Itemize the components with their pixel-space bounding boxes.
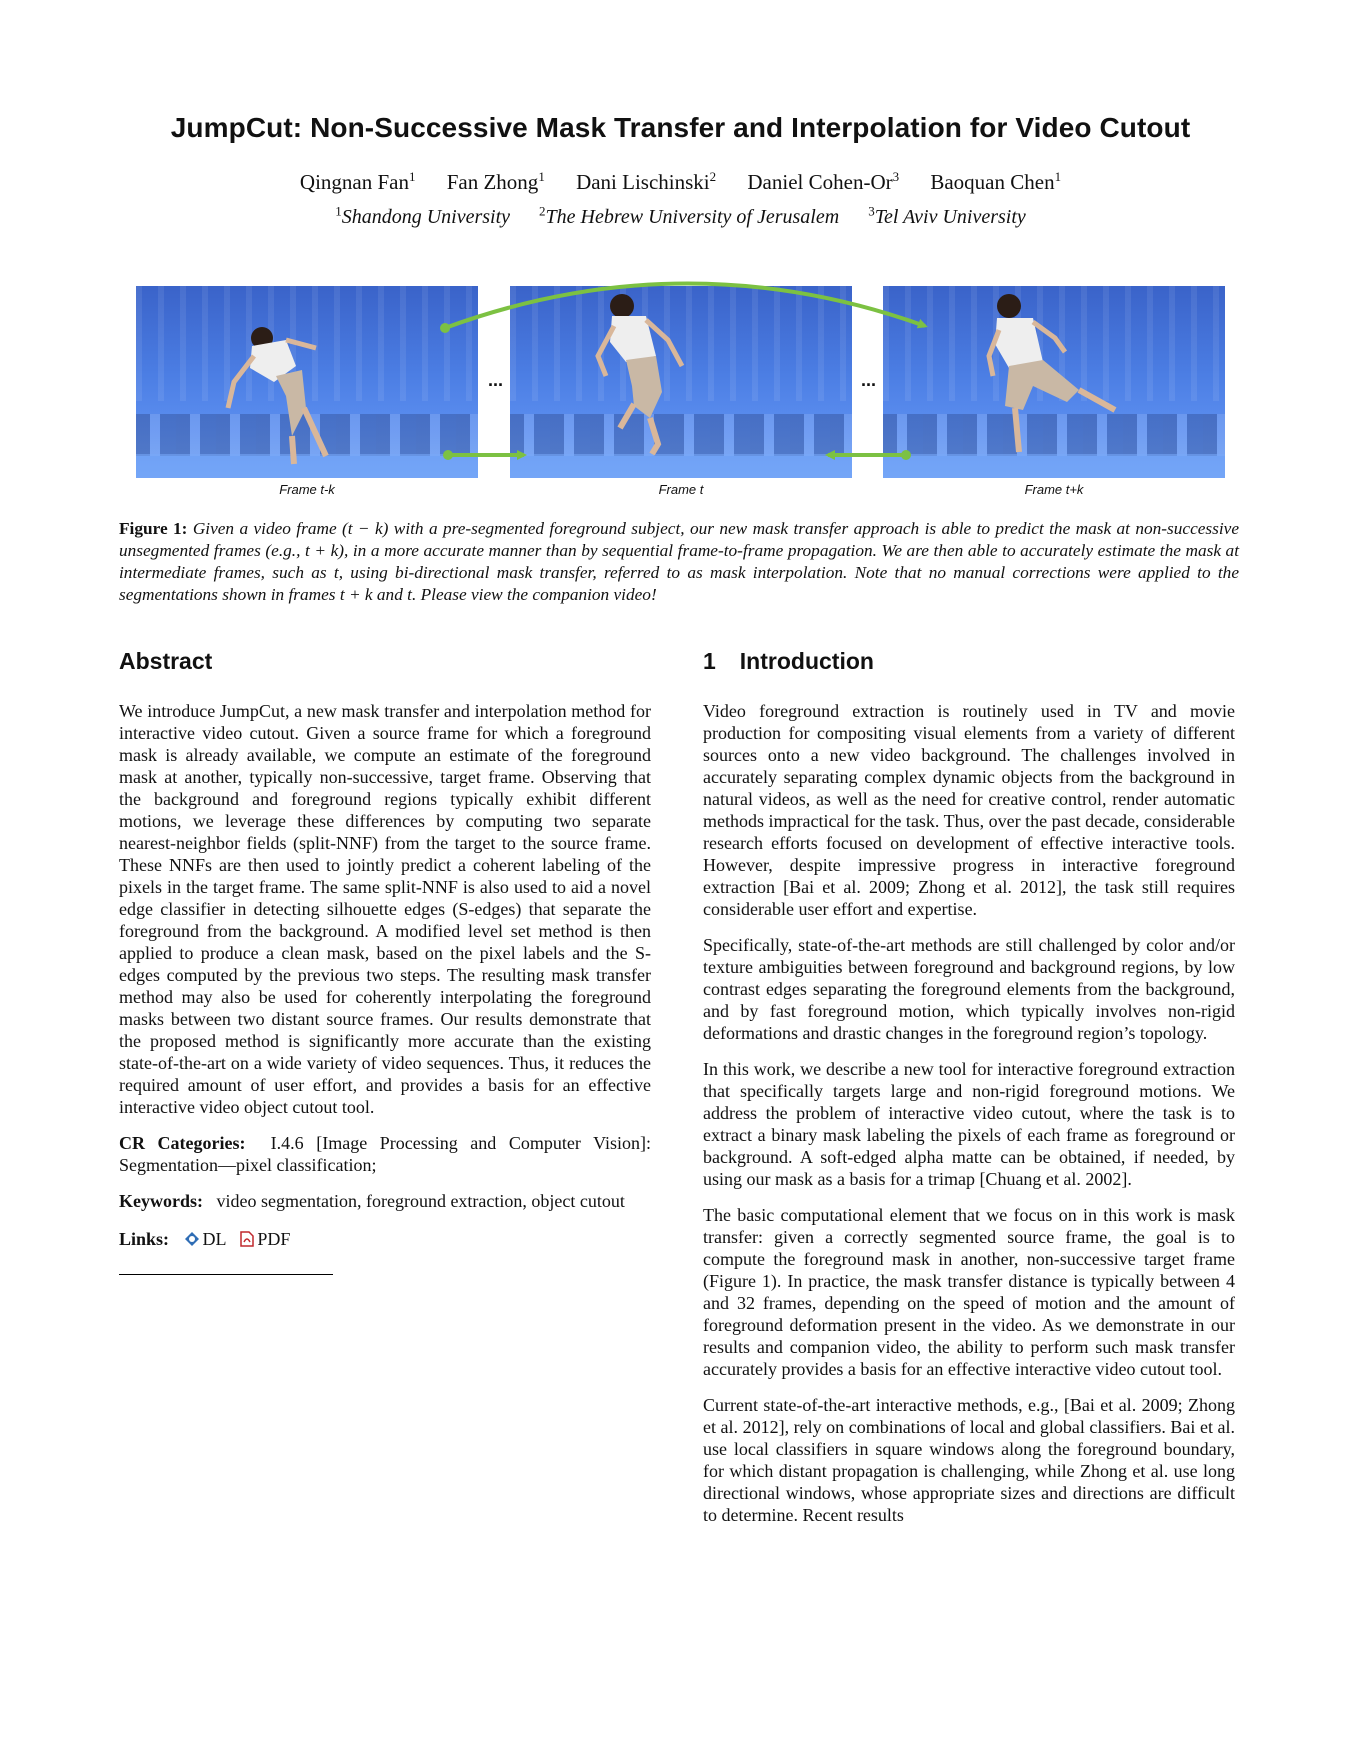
pdf-link[interactable]: PDF [230,1229,290,1249]
acm-dl-icon [184,1231,200,1247]
paper-title: JumpCut: Non-Successive Mask Transfer and Interpolation for Video Cutout [170,112,1191,143]
author: Fan Zhong$^1$ [446,169,545,194]
pdf-icon [240,1231,254,1247]
dl-link[interactable]: DL [174,1229,231,1249]
intro-paragraph: The basic computational element that we focus on in this work is mask transfer: given a correctly segmented source frame, the goal is to compute the foreground mask in another, non-successive target frame (Figure 1). In practice, the mask transfer distance is typically between 4 and 32 frames, depending on the speed of motion and the amount of foreground deformation present in the video. As we demonstrate in our results and companion video, the ability to perform such mask transfer accurately provides a basis for an effective interactive video cutout tool. [703,1205,1235,1379]
ellipsis: ... [488,370,504,390]
frame-label: Frame t+k [1024,482,1084,497]
affiliation-list [0,203,1361,229]
introduction-heading: 1 Introduction [703,648,874,674]
author: Dani Lischinski$^2$ [576,169,717,194]
abstract-text: We introduce JumpCut, a new mask transfer and interpolation method for interactive video cutout. Given a source frame for which a foreground mask is already available, we compute an estimate of the foreground mask at another, typically non-successive, target frame. Observing that the background and foreground regions typically exhibit different motions, we leverage these differences by computing two separate nearest-neighbor fields (split-NNF) from the target to the source frame. These NNFs are then used to jointly predict a coherent labeling of the pixels in the target frame. The same split-NNF is also used to aid a novel edge classifier in detecting silhouette edges (S-edges) that separate the foreground from the background. A modified level set method is then applied to produce a clean mask, based on the pixel labels and the S-edges computed by the previous two steps. The resulting mask transfer method may also be used for coherently interpolating the foreground masks between two distant source frames. Our results demonstrate that the proposed method is significantly more accurate than the existing state-of-the-art on a wide variety of video sequences. Thus, it reduces the required amount of user effort, and provides a basis for an effective interactive video object cutout tool. [119,701,651,1117]
transfer-arrows [0,270,1361,500]
figure-label: Figure 1: [119,519,188,538]
affiliation: $^3$Tel Aviv University [868,203,1026,228]
intro-paragraph: In this work, we describe a new tool for interactive foreground extraction that specifically targets large and non-rigid foreground motions. We address the problem of interactive video cutout, where the task is to extract a binary mask labeling the pixels of each frame as foreground or background. A soft-edged alpha matte can be obtained, if needed, by using our mask as a basis for a trimap [Chuang et al. 2002]. [703,1059,1235,1189]
intro-paragraph: Current state-of-the-art interactive methods, e.g., [Bai et al. 2009; Zhong et al. 2012], rely on combinations of local and global classifiers. Bai et al. use local classifiers in square windows along the foreground boundary, for which distant propagation is challenging, while Zhong et al. use long directional windows, whose appropriate sizes and directions are difficult to determine. Recent results [703,1395,1235,1525]
cr-categories: CR Categories: I.4.6 [Image Processing and Computer Vision]: Segmentation—pixel classification; [119,1133,651,1175]
abstract-heading: Abstract [119,648,213,674]
affiliation: $^2$The Hebrew University of Jerusalem [539,203,840,228]
frame-label: Frame t-k [279,482,335,497]
frame-label: Frame t [658,482,704,497]
author: Qingnan Fan$^1$ [299,169,416,194]
ellipsis: ... [861,370,877,390]
keywords: Keywords: video segmentation, foreground extraction, object cutout [119,1191,625,1211]
author: Baoquan Chen$^1$ [930,169,1062,194]
intro-paragraph: Video foreground extraction is routinely used in TV and movie production for compositing visual elements from a variety of different sources onto a new video background. The challenges involved in accurately separating complex dynamic objects from the background in natural videos, as well as the need for creative control, render automatic methods impractical for the task. Thus, over the past decade, considerable research efforts focused on development of effective interactive tools. However, despite impressive progress in interactive foreground extraction [Bai et al. 2009; Zhong et al. 2012], the task still requires considerable user effort and expertise. [703,701,1235,919]
right-column [703,648,1235,1540]
links: Links: DL PDF [119,1229,291,1249]
figure-caption [119,518,1239,606]
caption-text: Given a video frame (t − k) with a pre-segmented foreground subject, our new mask transfer approach is able to predict the mask at non-successive unsegmented frames (e.g., t + k), in a more accurate manner than by sequential frame-to-frame propagation. We are then able to accurately estimate the mask at intermediate frames, such as t, using bi-directional mask transfer, referred to as mask interpolation. Note that no manual corrections were applied to the segmentations shown in frames t + k and t. Please view the companion video! [119,519,1239,604]
intro-paragraph: Specifically, state-of-the-art methods are still challenged by color and/or texture ambiguities between foreground and background regions, by low contrast edges separating the foreground elements from the background, and by fast foreground motion, which typically involves non-rigid deformations and drastic changes in the foreground region’s topology. [703,935,1235,1043]
left-column [119,648,651,1275]
author: Daniel Cohen-Or$^3$ [747,169,900,194]
author-list [0,170,1361,195]
affiliation: $^1$Shandong University [335,203,511,228]
figure-1 [0,270,1361,500]
footnote-rule [119,1274,333,1275]
